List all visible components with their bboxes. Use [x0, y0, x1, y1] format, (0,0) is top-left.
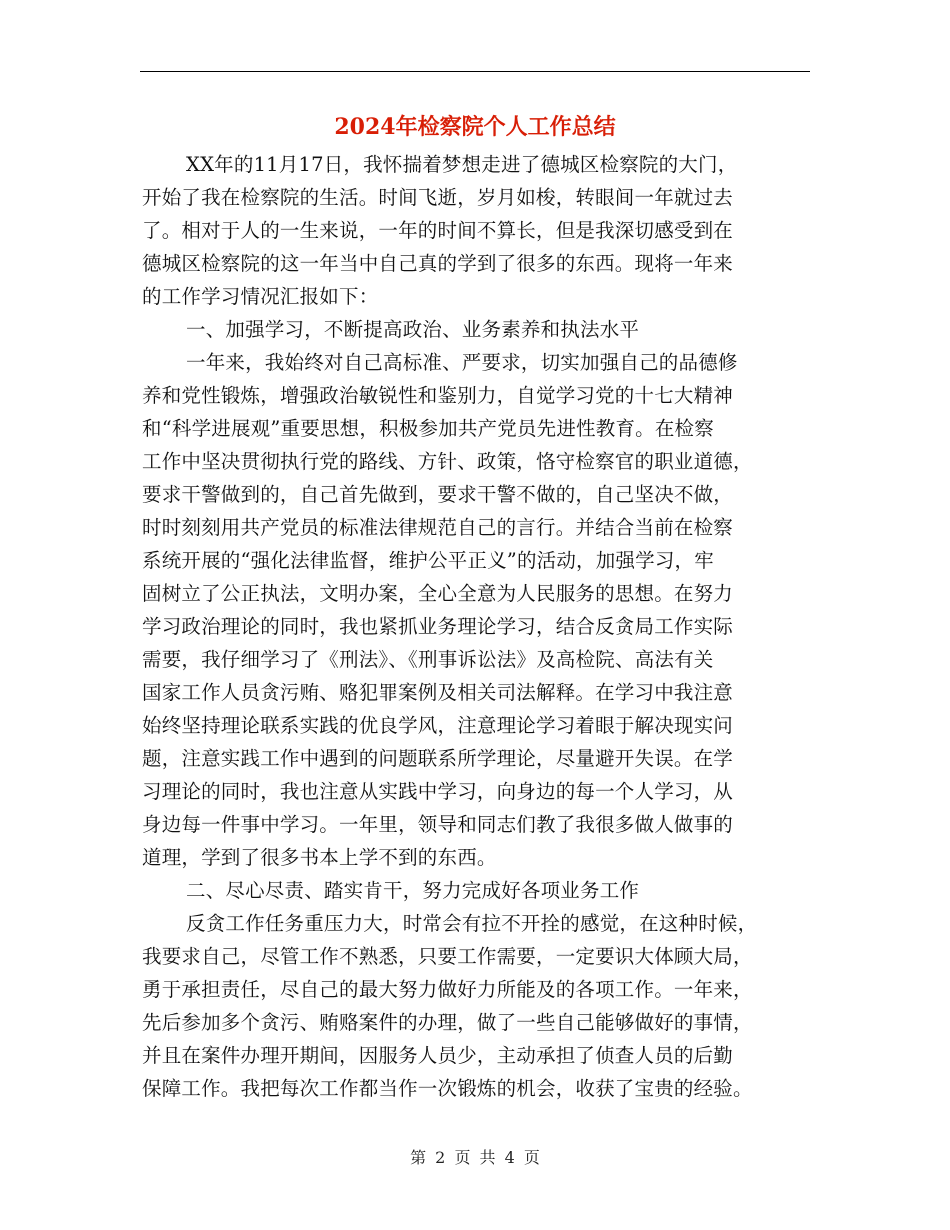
paragraph-line: 工作中坚决贯彻执行党的路线、方针、政策，恪守检察官的职业道德，: [142, 450, 753, 473]
paragraph-line: 题，注意实践工作中遇到的问题联系所学理论，尽量避开失误。在学: [142, 747, 734, 770]
paragraph-line: 习理论的同时，我也注意从实践中学习，向身边的每一个人学习，从: [142, 780, 734, 803]
paragraph-line: 道理，学到了很多书本上学不到的东西。: [142, 846, 497, 869]
section-heading: 二、尽心尽责、踏实肯干，努力完成好各项业务工作: [186, 879, 640, 902]
paragraph-line: 要求干警做到的，自己首先做到，要求干警不做的，自己坚决不做，: [142, 483, 734, 506]
paragraph-line: 保障工作。我把每次工作都当作一次锻炼的机会，收获了宝贵的经验。: [142, 1077, 753, 1100]
paragraph-line: 反贪工作任务重压力大，时常会有拉不开拴的感觉，在这种时候，: [186, 912, 758, 935]
paragraph-line: 系统开展的“强化法律监督，维护公平正义”的活动，加强学习，牢: [142, 549, 714, 572]
paragraph-line: 德城区检察院的这一年当中自己真的学到了很多的东西。现将一年来: [142, 252, 734, 275]
paragraph-line: 需要，我仔细学习了《刑法》、《刑事诉讼法》及高检院、高法有关: [142, 648, 714, 671]
paragraph-line: 先后参加多个贪污、贿赂案件的办理，做了一些自己能够做好的事情，: [142, 1011, 753, 1034]
paragraph-line: 始终坚持理论联系实践的优良学风，注意理论学习着眼于解决现实问: [142, 714, 734, 737]
page-footer: 第 2 页 共 4 页: [410, 1148, 540, 1167]
paragraph-line: 国家工作人员贪污贿、赂犯罪案例及相关司法解释。在学习中我注意: [142, 681, 734, 704]
paragraph-line: 养和党性锻炼，增强政治敏锐性和鉴别力，自觉学习党的十七大精神: [142, 384, 734, 407]
document-title: 2024年检察院个人工作总结: [334, 114, 616, 140]
paragraph-line: 学习政治理论的同时，我也紧抓业务理论学习，结合反贪局工作实际: [142, 615, 734, 638]
paragraph-line: 开始了我在检察院的生活。时间飞逝，岁月如梭，转眼间一年就过去: [142, 186, 734, 209]
paragraph-line: 身边每一件事中学习。一年里，领导和同志们教了我很多做人做事的: [142, 813, 734, 836]
section-heading: 一、加强学习，不断提高政治、业务素养和执法水平: [186, 318, 640, 341]
paragraph-line: 勇于承担责任，尽自己的最大努力做好力所能及的各项工作。一年来，: [142, 978, 753, 1001]
paragraph-line: 我要求自己，尽管工作不熟悉，只要工作需要，一定要识大体顾大局，: [142, 945, 753, 968]
paragraph-line: XX年的11月17日，我怀揣着梦想走进了德城区检察院的大门，: [186, 153, 738, 176]
paragraph-line: 的工作学习情况汇报如下：: [142, 285, 379, 308]
paragraph-line: 了。相对于人的一生来说，一年的时间不算长，但是我深切感受到在: [142, 219, 734, 242]
paragraph-line: 时时刻刻用共产党员的标准法律规范自己的言行。并结合当前在检察: [142, 516, 734, 539]
header-rule: [140, 71, 810, 72]
paragraph-line: 固树立了公正执法，文明办案，全心全意为人民服务的思想。在努力: [142, 582, 734, 605]
paragraph-line: 和“科学进展观”重要思想，积极参加共产党员先进性教育。在检察: [142, 417, 714, 440]
paragraph-line: 一年来，我始终对自己高标准、严要求，切实加强自己的品德修: [186, 351, 738, 374]
paragraph-line: 并且在案件办理开期间，因服务人员少，主动承担了侦查人员的后勤: [142, 1044, 734, 1067]
